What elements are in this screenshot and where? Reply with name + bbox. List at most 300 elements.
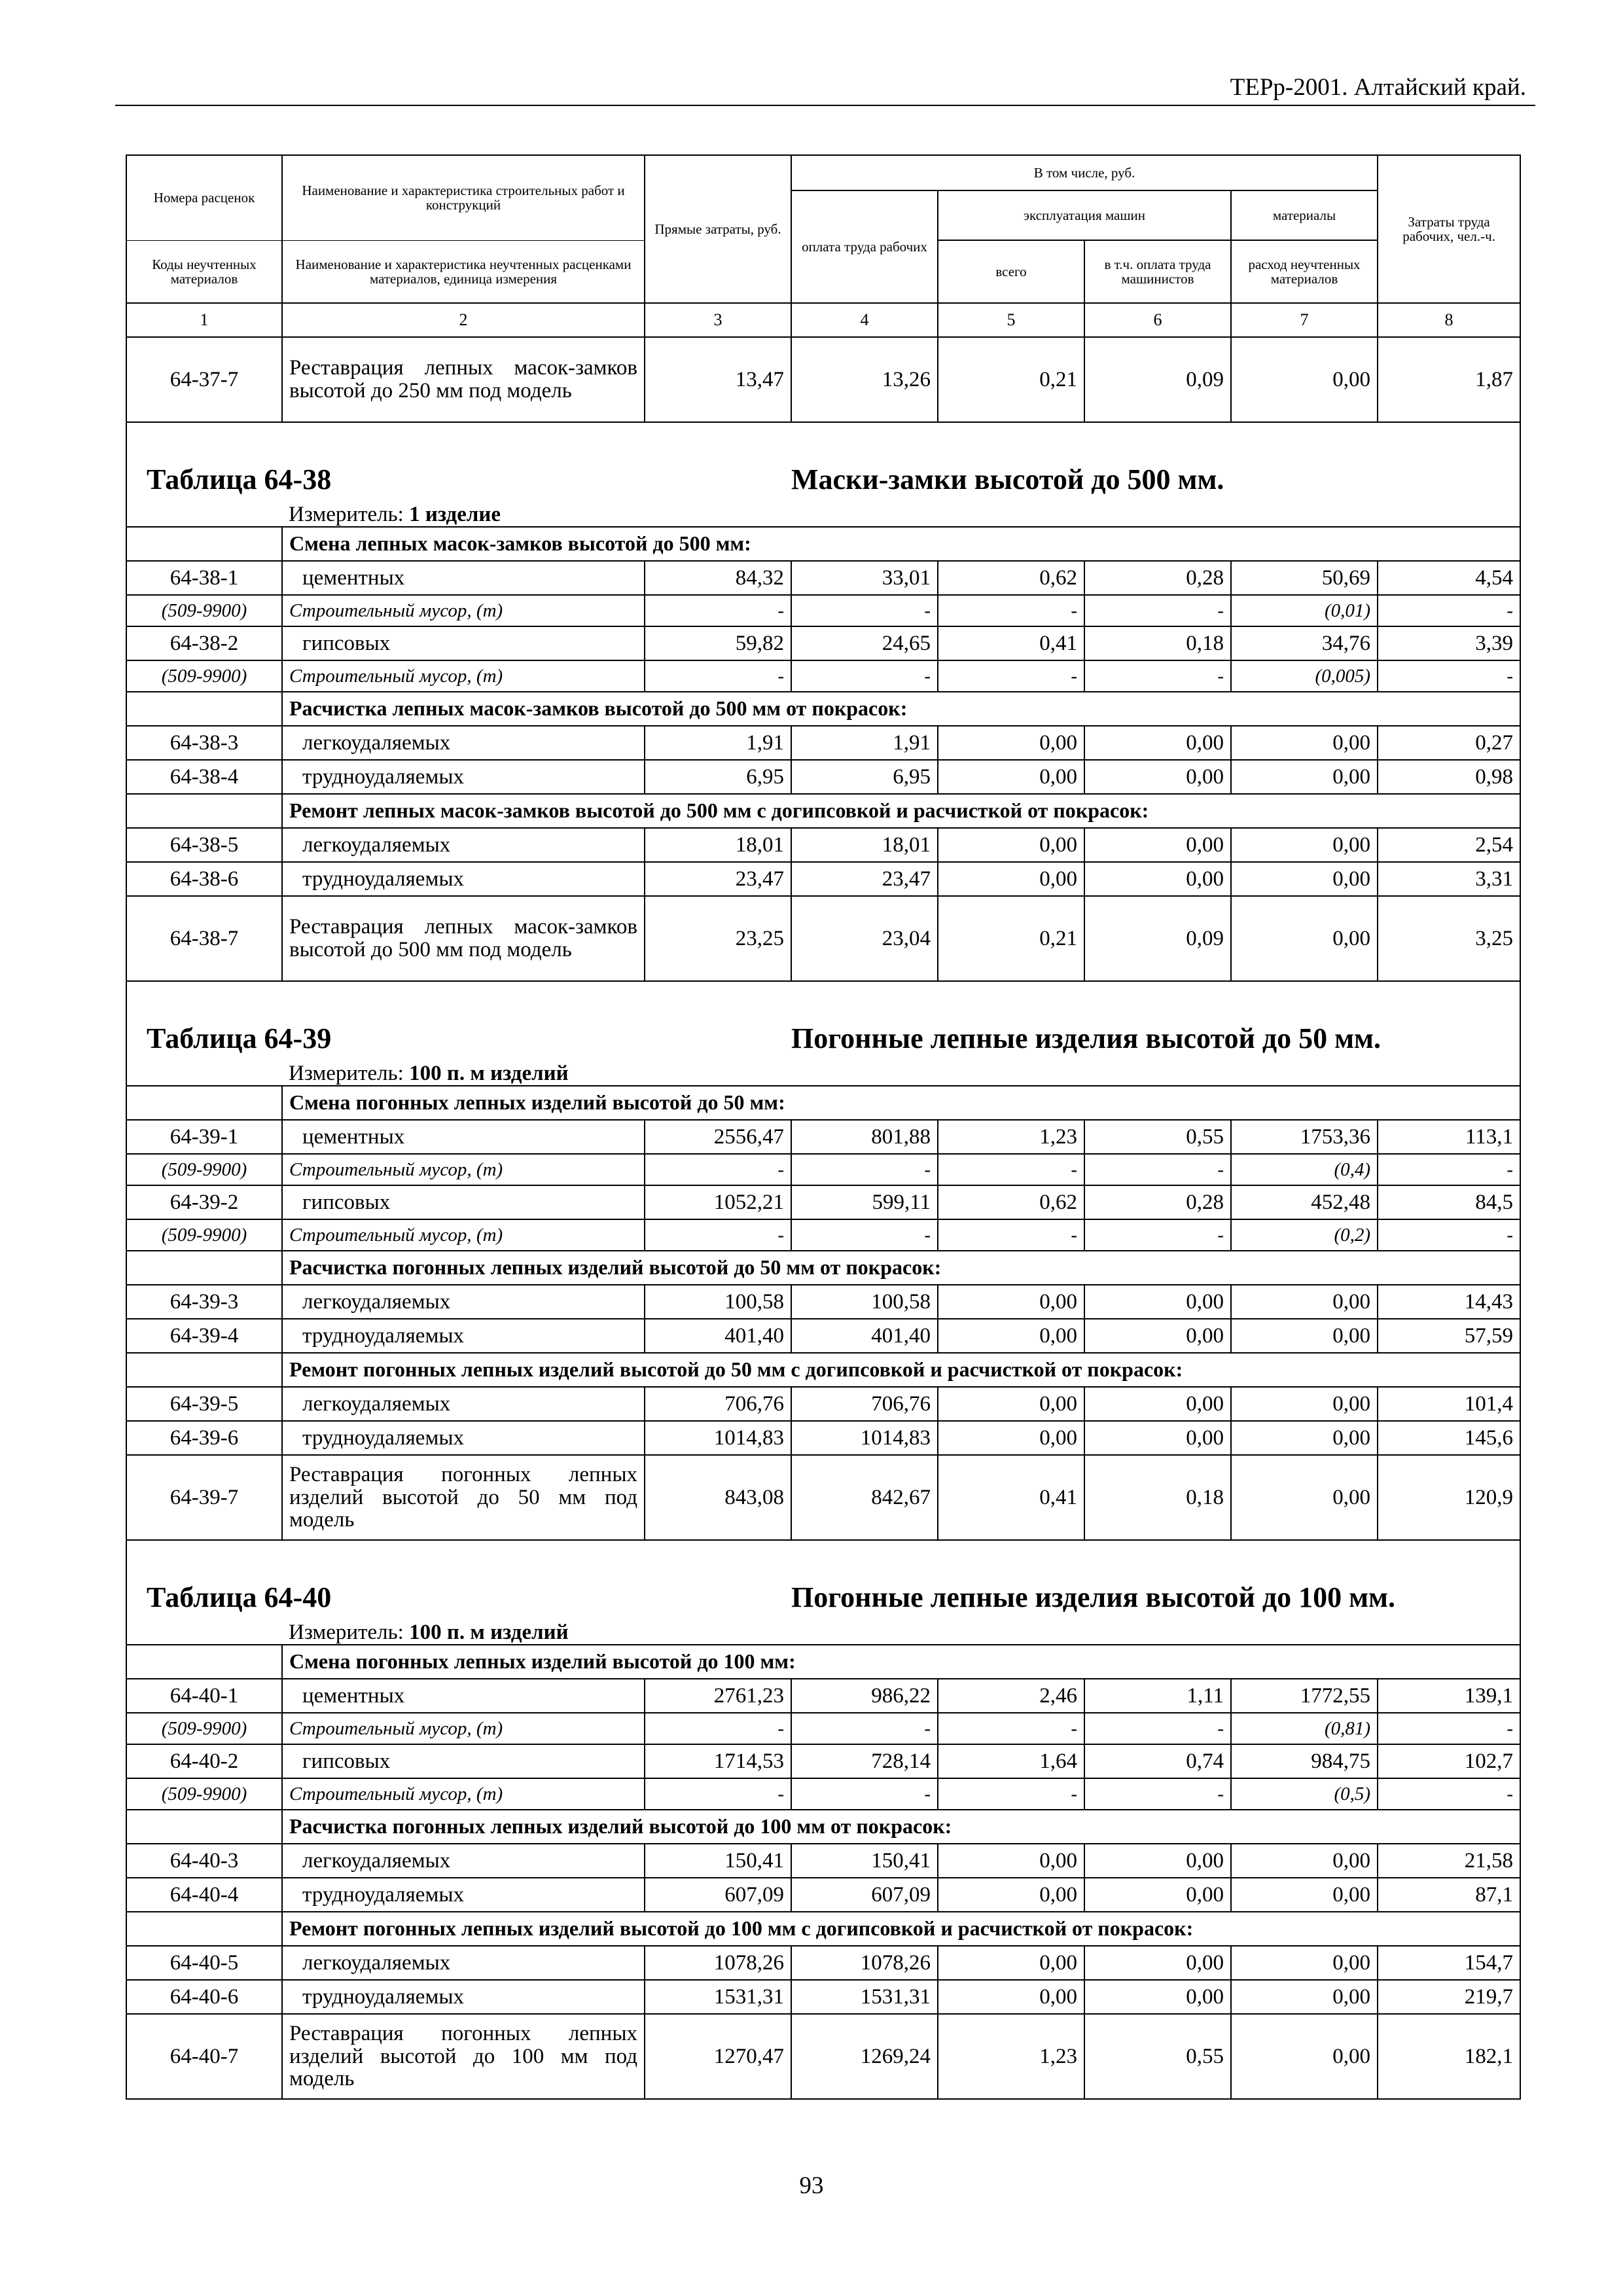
cell-value: 1269,24 (791, 2014, 938, 2099)
cell-value: 145,6 (1378, 1421, 1520, 1455)
material-row (126, 1154, 1520, 1185)
cell-value: 182,1 (1378, 2014, 1520, 2099)
cell-value: 6,95 (791, 760, 938, 794)
page-number: 93 (799, 2172, 824, 2199)
measure-label: Измеритель: (289, 1062, 404, 1086)
cell-value: 100,58 (791, 1285, 938, 1319)
cell-value: - (938, 660, 1084, 692)
col-num: 7 (1231, 303, 1378, 337)
table-row (126, 1844, 1520, 1878)
cell-value: 0,41 (938, 1455, 1084, 1540)
cell-value: 1,11 (1084, 1679, 1231, 1713)
cell-value: - (1378, 1778, 1520, 1810)
table-title: Маски-замки высотой до 500 мм. (791, 422, 1520, 499)
cell-value: 13,26 (791, 337, 938, 422)
cell-value: 401,40 (791, 1319, 938, 1353)
material-name: Строительный мусор, (т) (282, 1778, 645, 1810)
col-head-incl: В том числе, руб. (791, 155, 1378, 190)
measure-line (282, 1617, 1520, 1645)
cell-value: (0,5) (1231, 1778, 1378, 1810)
rate-name: гипсовых (282, 1744, 645, 1778)
rate-name: легкоудаляемых (282, 828, 645, 862)
cell-value: 1,91 (645, 726, 791, 760)
cell-value: - (938, 1154, 1084, 1185)
cell-value: 1014,83 (645, 1421, 791, 1455)
cell-value: - (1378, 1154, 1520, 1185)
table-row (126, 1878, 1520, 1912)
cell-value: - (1084, 660, 1231, 692)
material-name: Строительный мусор, (т) (282, 1219, 645, 1251)
cell-value: 0,00 (1231, 1319, 1378, 1353)
cell-value: 728,14 (791, 1744, 938, 1778)
rate-name: трудноудаляемых (282, 862, 645, 896)
cell-value: - (645, 1778, 791, 1810)
material-code: (509-9900) (126, 1713, 282, 1744)
cell-value: 50,69 (1231, 561, 1378, 595)
table-heading (126, 1540, 1520, 1617)
cell-value: 23,47 (791, 862, 938, 896)
cell-value: 87,1 (1378, 1878, 1520, 1912)
cell-value: (0,4) (1231, 1154, 1378, 1185)
measure-line (282, 499, 1520, 527)
table-row (126, 828, 1520, 862)
cell-value: - (645, 1154, 791, 1185)
cell-value: 101,4 (1378, 1387, 1520, 1421)
cell-value: (0,01) (1231, 595, 1378, 626)
cell-value: (0,81) (1231, 1713, 1378, 1744)
measure-value: 100 п. м изделий (409, 1621, 569, 1645)
cell-value: 0,62 (938, 561, 1084, 595)
col-head-labor-cost: Затраты труда рабочих, чел.-ч. (1378, 155, 1520, 303)
cell-value: 3,39 (1378, 626, 1520, 660)
cell-value: - (1084, 595, 1231, 626)
table-code: Таблица 64-40 (126, 1540, 791, 1617)
cell-value: 113,1 (1378, 1120, 1520, 1154)
rate-code: 64-40-2 (126, 1744, 282, 1778)
col-head-incl-ops: в т.ч. оплата труда машинистов (1084, 240, 1231, 303)
cell-value: 1714,53 (645, 1744, 791, 1778)
table-row (126, 1185, 1520, 1219)
cell-value: 1,23 (938, 2014, 1084, 2099)
cell-value: 0,00 (1231, 1844, 1378, 1878)
rate-code: 64-39-7 (126, 1455, 282, 1540)
table-row (126, 1455, 1520, 1540)
cell-value: 0,18 (1084, 1455, 1231, 1540)
cell-value: 1531,31 (645, 1980, 791, 2014)
col-num: 6 (1084, 303, 1231, 337)
cell-value: 2,46 (938, 1679, 1084, 1713)
table-row (126, 862, 1520, 896)
rate-name: легкоудаляемых (282, 1844, 645, 1878)
rate-code: 64-39-6 (126, 1421, 282, 1455)
cell-value: 102,7 (1378, 1744, 1520, 1778)
table-row (126, 1120, 1520, 1154)
cell-value: - (1378, 660, 1520, 692)
cell-value: 57,59 (1378, 1319, 1520, 1353)
cell-value: - (791, 1219, 938, 1251)
cell-value: - (938, 1778, 1084, 1810)
cell-value: 0,00 (938, 1421, 1084, 1455)
cell-value: 0,00 (1231, 2014, 1378, 2099)
cell-value: 0,74 (1084, 1744, 1231, 1778)
cell-value: 452,48 (1231, 1185, 1378, 1219)
rate-code: 64-38-4 (126, 760, 282, 794)
rate-name: Реставрация лепных масок-замков высотой до 500 мм под модель (282, 896, 645, 981)
cell-value: 706,76 (791, 1387, 938, 1421)
table-row (126, 337, 1520, 422)
cell-value: - (791, 660, 938, 692)
rate-code: 64-39-2 (126, 1185, 282, 1219)
col-num: 1 (126, 303, 282, 337)
cell-value: 0,00 (1231, 1980, 1378, 2014)
rate-name: легкоудаляемых (282, 1285, 645, 1319)
cell-value: 1270,47 (645, 2014, 791, 2099)
table-row (126, 1744, 1520, 1778)
rate-code: 64-39-5 (126, 1387, 282, 1421)
col-head-name-sub: Наименование и характеристика неучтенных расценками материалов, единица измерения (282, 240, 645, 303)
cell-value: 1,87 (1378, 337, 1520, 422)
table-row (126, 1387, 1520, 1421)
col-head-name: Наименование и характеристика строительных работ и конструкций (282, 155, 645, 240)
material-name: Строительный мусор, (т) (282, 595, 645, 626)
cell-value: 13,47 (645, 337, 791, 422)
cell-value: 150,41 (645, 1844, 791, 1878)
material-row (126, 1713, 1520, 1744)
cell-value: - (1084, 1713, 1231, 1744)
material-code: (509-9900) (126, 1778, 282, 1810)
cell-value: (0,2) (1231, 1219, 1378, 1251)
cell-value: 0,00 (938, 862, 1084, 896)
cell-value: 599,11 (791, 1185, 938, 1219)
cell-value: 0,00 (938, 828, 1084, 862)
cell-value: 18,01 (645, 828, 791, 862)
rate-name: легкоудаляемых (282, 726, 645, 760)
table-row (126, 1679, 1520, 1713)
material-name: Строительный мусор, (т) (282, 1154, 645, 1185)
cell-value: 2761,23 (645, 1679, 791, 1713)
table-title: Погонные лепные изделия высотой до 50 мм. (791, 981, 1520, 1058)
col-num: 2 (282, 303, 645, 337)
cell-value: 1052,21 (645, 1185, 791, 1219)
col-head-code-sub: Коды неучтенных материалов (126, 240, 282, 303)
rate-name: трудноудаляемых (282, 1980, 645, 2014)
cell-value: - (1084, 1219, 1231, 1251)
cell-value: 59,82 (645, 626, 791, 660)
col-num: 3 (645, 303, 791, 337)
table-row (126, 1421, 1520, 1455)
cell-value: 0,00 (1084, 726, 1231, 760)
cell-value: - (645, 1713, 791, 1744)
cell-value: 6,95 (645, 760, 791, 794)
rate-code: 64-39-4 (126, 1319, 282, 1353)
cell-value: 0,00 (938, 1980, 1084, 2014)
cell-value: - (1084, 1154, 1231, 1185)
cell-value: 843,08 (645, 1455, 791, 1540)
rate-name: легкоудаляемых (282, 1946, 645, 1980)
cell-value: 0,62 (938, 1185, 1084, 1219)
cell-value: 3,25 (1378, 896, 1520, 981)
rate-code: 64-38-1 (126, 561, 282, 595)
section-heading: Расчистка погонных лепных изделий высотой до 50 мм от покрасок: (282, 1251, 1520, 1285)
cell-value: 0,21 (938, 337, 1084, 422)
rate-name: трудноудаляемых (282, 1319, 645, 1353)
cell-value: - (791, 1778, 938, 1810)
material-row (126, 1219, 1520, 1251)
section-heading: Смена погонных лепных изделий высотой до 100 мм: (282, 1645, 1520, 1679)
cell-value: 986,22 (791, 1679, 938, 1713)
cell-value: 0,28 (1084, 1185, 1231, 1219)
cell-value: 0,00 (1084, 1946, 1231, 1980)
measure-value: 1 изделие (409, 503, 501, 527)
cell-value: 2556,47 (645, 1120, 791, 1154)
cell-value: 1531,31 (791, 1980, 938, 2014)
rate-code: 64-39-3 (126, 1285, 282, 1319)
rate-code: 64-40-5 (126, 1946, 282, 1980)
cell-value: 18,01 (791, 828, 938, 862)
cell-value: 21,58 (1378, 1844, 1520, 1878)
table-row (126, 2014, 1520, 2099)
rate-name: Реставрация погонных лепных изделий высотой до 100 мм под модель (282, 2014, 645, 2099)
cell-value: - (791, 1154, 938, 1185)
cell-value: 0,28 (1084, 561, 1231, 595)
rate-name: трудноудаляемых (282, 1878, 645, 1912)
cell-value: 24,65 (791, 626, 938, 660)
cell-value: 23,04 (791, 896, 938, 981)
cell-value: 0,00 (1231, 1285, 1378, 1319)
measure-line (282, 1058, 1520, 1086)
cell-value: 607,09 (791, 1878, 938, 1912)
rate-name: цементных (282, 1679, 645, 1713)
cell-value: 150,41 (791, 1844, 938, 1878)
cell-value: 0,00 (1231, 896, 1378, 981)
cell-value: 0,00 (1231, 726, 1378, 760)
material-row (126, 660, 1520, 692)
rate-name: легкоудаляемых (282, 1387, 645, 1421)
table-code: Таблица 64-39 (126, 981, 791, 1058)
cell-value: 0,00 (1084, 1387, 1231, 1421)
rate-code: 64-38-2 (126, 626, 282, 660)
measure-label: Измеритель: (289, 503, 404, 527)
header-rule (115, 105, 1535, 106)
table-row (126, 726, 1520, 760)
table-heading (126, 422, 1520, 499)
cell-value: 0,00 (938, 1878, 1084, 1912)
rate-code: 64-38-7 (126, 896, 282, 981)
cell-value: 3,31 (1378, 862, 1520, 896)
cell-value: 0,00 (938, 1285, 1084, 1319)
cell-value: 219,7 (1378, 1980, 1520, 2014)
measure-value: 100 п. м изделий (409, 1062, 569, 1086)
cell-value: 0,00 (1084, 1285, 1231, 1319)
material-code: (509-9900) (126, 1154, 282, 1185)
section-heading: Ремонт погонных лепных изделий высотой до 100 мм с догипсовкой и расчисткой от покрасок: (282, 1912, 1520, 1946)
rate-code: 64-40-1 (126, 1679, 282, 1713)
rate-name: цементных (282, 1120, 645, 1154)
cell-value: 0,98 (1378, 760, 1520, 794)
cell-value: 0,00 (1231, 1421, 1378, 1455)
section-heading: Расчистка лепных масок-замков высотой до 500 мм от покрасок: (282, 692, 1520, 726)
col-head-code: Номера расценок (126, 155, 282, 240)
cell-value: 4,54 (1378, 561, 1520, 595)
section-heading: Смена лепных масок-замков высотой до 500 мм: (282, 527, 1520, 561)
cell-value: 0,00 (1084, 1844, 1231, 1878)
cell-value: 0,55 (1084, 2014, 1231, 2099)
cell-value: 33,01 (791, 561, 938, 595)
cell-value: 100,58 (645, 1285, 791, 1319)
col-num: 5 (938, 303, 1084, 337)
cell-value: 0,00 (1231, 828, 1378, 862)
rate-code: 64-38-6 (126, 862, 282, 896)
cell-value: 0,00 (1084, 760, 1231, 794)
cell-value: 14,43 (1378, 1285, 1520, 1319)
rate-name: цементных (282, 561, 645, 595)
rate-name: Реставрация лепных масок-замков высотой до 250 мм под модель (282, 337, 645, 422)
cell-value: 401,40 (645, 1319, 791, 1353)
cell-value: 0,00 (1084, 1980, 1231, 2014)
price-table (126, 154, 1521, 2100)
cell-value: 0,09 (1084, 337, 1231, 422)
cell-value: 0,00 (1231, 1878, 1378, 1912)
cell-value: - (645, 595, 791, 626)
cell-value: 1014,83 (791, 1421, 938, 1455)
table-row (126, 1319, 1520, 1353)
cell-value: 0,00 (1231, 760, 1378, 794)
material-row (126, 595, 1520, 626)
measure-label: Измеритель: (289, 1621, 404, 1645)
table-row (126, 1946, 1520, 1980)
cell-value: - (1084, 1778, 1231, 1810)
cell-value: 0,21 (938, 896, 1084, 981)
cell-value: 23,47 (645, 862, 791, 896)
cell-value: 984,75 (1231, 1744, 1378, 1778)
cell-value: 0,27 (1378, 726, 1520, 760)
rate-code: 64-38-3 (126, 726, 282, 760)
material-name: Строительный мусор, (т) (282, 660, 645, 692)
cell-value: 34,76 (1231, 626, 1378, 660)
cell-value: 0,18 (1084, 626, 1231, 660)
cell-value: - (1378, 1219, 1520, 1251)
cell-value: - (645, 1219, 791, 1251)
rate-name: гипсовых (282, 626, 645, 660)
cell-value: 0,00 (938, 726, 1084, 760)
document-header-title: ТЕРр-2001. Алтайский край. (1230, 74, 1526, 101)
section-heading: Смена погонных лепных изделий высотой до 50 мм: (282, 1086, 1520, 1120)
table-code: Таблица 64-38 (126, 422, 791, 499)
cell-value: 1078,26 (791, 1946, 938, 1980)
section-heading: Расчистка погонных лепных изделий высотой до 100 мм от покрасок: (282, 1810, 1520, 1844)
cell-value: 154,7 (1378, 1946, 1520, 1980)
cell-value: - (1378, 1713, 1520, 1744)
cell-value: 0,00 (1231, 1946, 1378, 1980)
cell-value: 0,00 (1231, 337, 1378, 422)
cell-value: - (938, 1219, 1084, 1251)
cell-value: 801,88 (791, 1120, 938, 1154)
cell-value: 0,00 (938, 760, 1084, 794)
material-code: (509-9900) (126, 595, 282, 626)
rate-code: 64-40-6 (126, 1980, 282, 2014)
col-head-total: всего (938, 240, 1084, 303)
cell-value: 84,5 (1378, 1185, 1520, 1219)
section-heading: Ремонт погонных лепных изделий высотой до 50 мм с догипсовкой и расчисткой от покрасок: (282, 1353, 1520, 1387)
rate-code: 64-40-4 (126, 1878, 282, 1912)
material-code: (509-9900) (126, 660, 282, 692)
material-name: Строительный мусор, (т) (282, 1713, 645, 1744)
section-heading: Ремонт лепных масок-замков высотой до 500 мм с догипсовкой и расчисткой от покрасок: (282, 794, 1520, 828)
cell-value: 1,64 (938, 1744, 1084, 1778)
rate-name: гипсовых (282, 1185, 645, 1219)
table-title: Погонные лепные изделия высотой до 100 мм. (791, 1540, 1520, 1617)
table-row (126, 626, 1520, 660)
cell-value: 0,09 (1084, 896, 1231, 981)
table-row (126, 1980, 1520, 2014)
col-head-direct: Прямые затраты, руб. (645, 155, 791, 303)
rate-code: 64-38-5 (126, 828, 282, 862)
col-num: 8 (1378, 303, 1520, 337)
cell-value: 0,00 (1231, 1455, 1378, 1540)
cell-value: 0,00 (1231, 1387, 1378, 1421)
table-row (126, 896, 1520, 981)
cell-value: 0,41 (938, 626, 1084, 660)
cell-value: 607,09 (645, 1878, 791, 1912)
table-row (126, 1285, 1520, 1319)
cell-value: 1753,36 (1231, 1120, 1378, 1154)
cell-value: 0,00 (938, 1319, 1084, 1353)
rate-code: 64-40-7 (126, 2014, 282, 2099)
cell-value: 0,00 (938, 1387, 1084, 1421)
col-head-labor: оплата труда рабочих (791, 190, 938, 303)
cell-value: - (938, 595, 1084, 626)
rate-name: трудноудаляемых (282, 760, 645, 794)
cell-value: 1,91 (791, 726, 938, 760)
cell-value: (0,005) (1231, 660, 1378, 692)
cell-value: - (791, 595, 938, 626)
col-head-materials-sub: расход неучтенных материалов (1231, 240, 1378, 303)
cell-value: 0,00 (1084, 1878, 1231, 1912)
cell-value: 0,00 (1084, 862, 1231, 896)
cell-value: 1772,55 (1231, 1679, 1378, 1713)
cell-value: 842,67 (791, 1455, 938, 1540)
cell-value: 706,76 (645, 1387, 791, 1421)
table-row (126, 760, 1520, 794)
cell-value: - (1378, 595, 1520, 626)
cell-value: - (938, 1713, 1084, 1744)
material-code: (509-9900) (126, 1219, 282, 1251)
cell-value: 2,54 (1378, 828, 1520, 862)
cell-value: 0,00 (938, 1946, 1084, 1980)
rate-code: 64-40-3 (126, 1844, 282, 1878)
table-heading (126, 981, 1520, 1058)
cell-value: 23,25 (645, 896, 791, 981)
material-row (126, 1778, 1520, 1810)
cell-value: - (791, 1713, 938, 1744)
cell-value: 1,23 (938, 1120, 1084, 1154)
cell-value: 0,00 (938, 1844, 1084, 1878)
cell-value: 0,00 (1084, 1319, 1231, 1353)
rate-code: 64-39-1 (126, 1120, 282, 1154)
cell-value: 0,00 (1084, 1421, 1231, 1455)
cell-value: 0,00 (1231, 862, 1378, 896)
col-num: 4 (791, 303, 938, 337)
cell-value: 0,55 (1084, 1120, 1231, 1154)
rate-name: Реставрация погонных лепных изделий высотой до 50 мм под модель (282, 1455, 645, 1540)
cell-value: 139,1 (1378, 1679, 1520, 1713)
col-head-machines: эксплуатация машин (938, 190, 1231, 240)
cell-value: 1078,26 (645, 1946, 791, 1980)
cell-value: 120,9 (1378, 1455, 1520, 1540)
rate-code: 64-37-7 (126, 337, 282, 422)
cell-value: 84,32 (645, 561, 791, 595)
cell-value: 0,00 (1084, 828, 1231, 862)
